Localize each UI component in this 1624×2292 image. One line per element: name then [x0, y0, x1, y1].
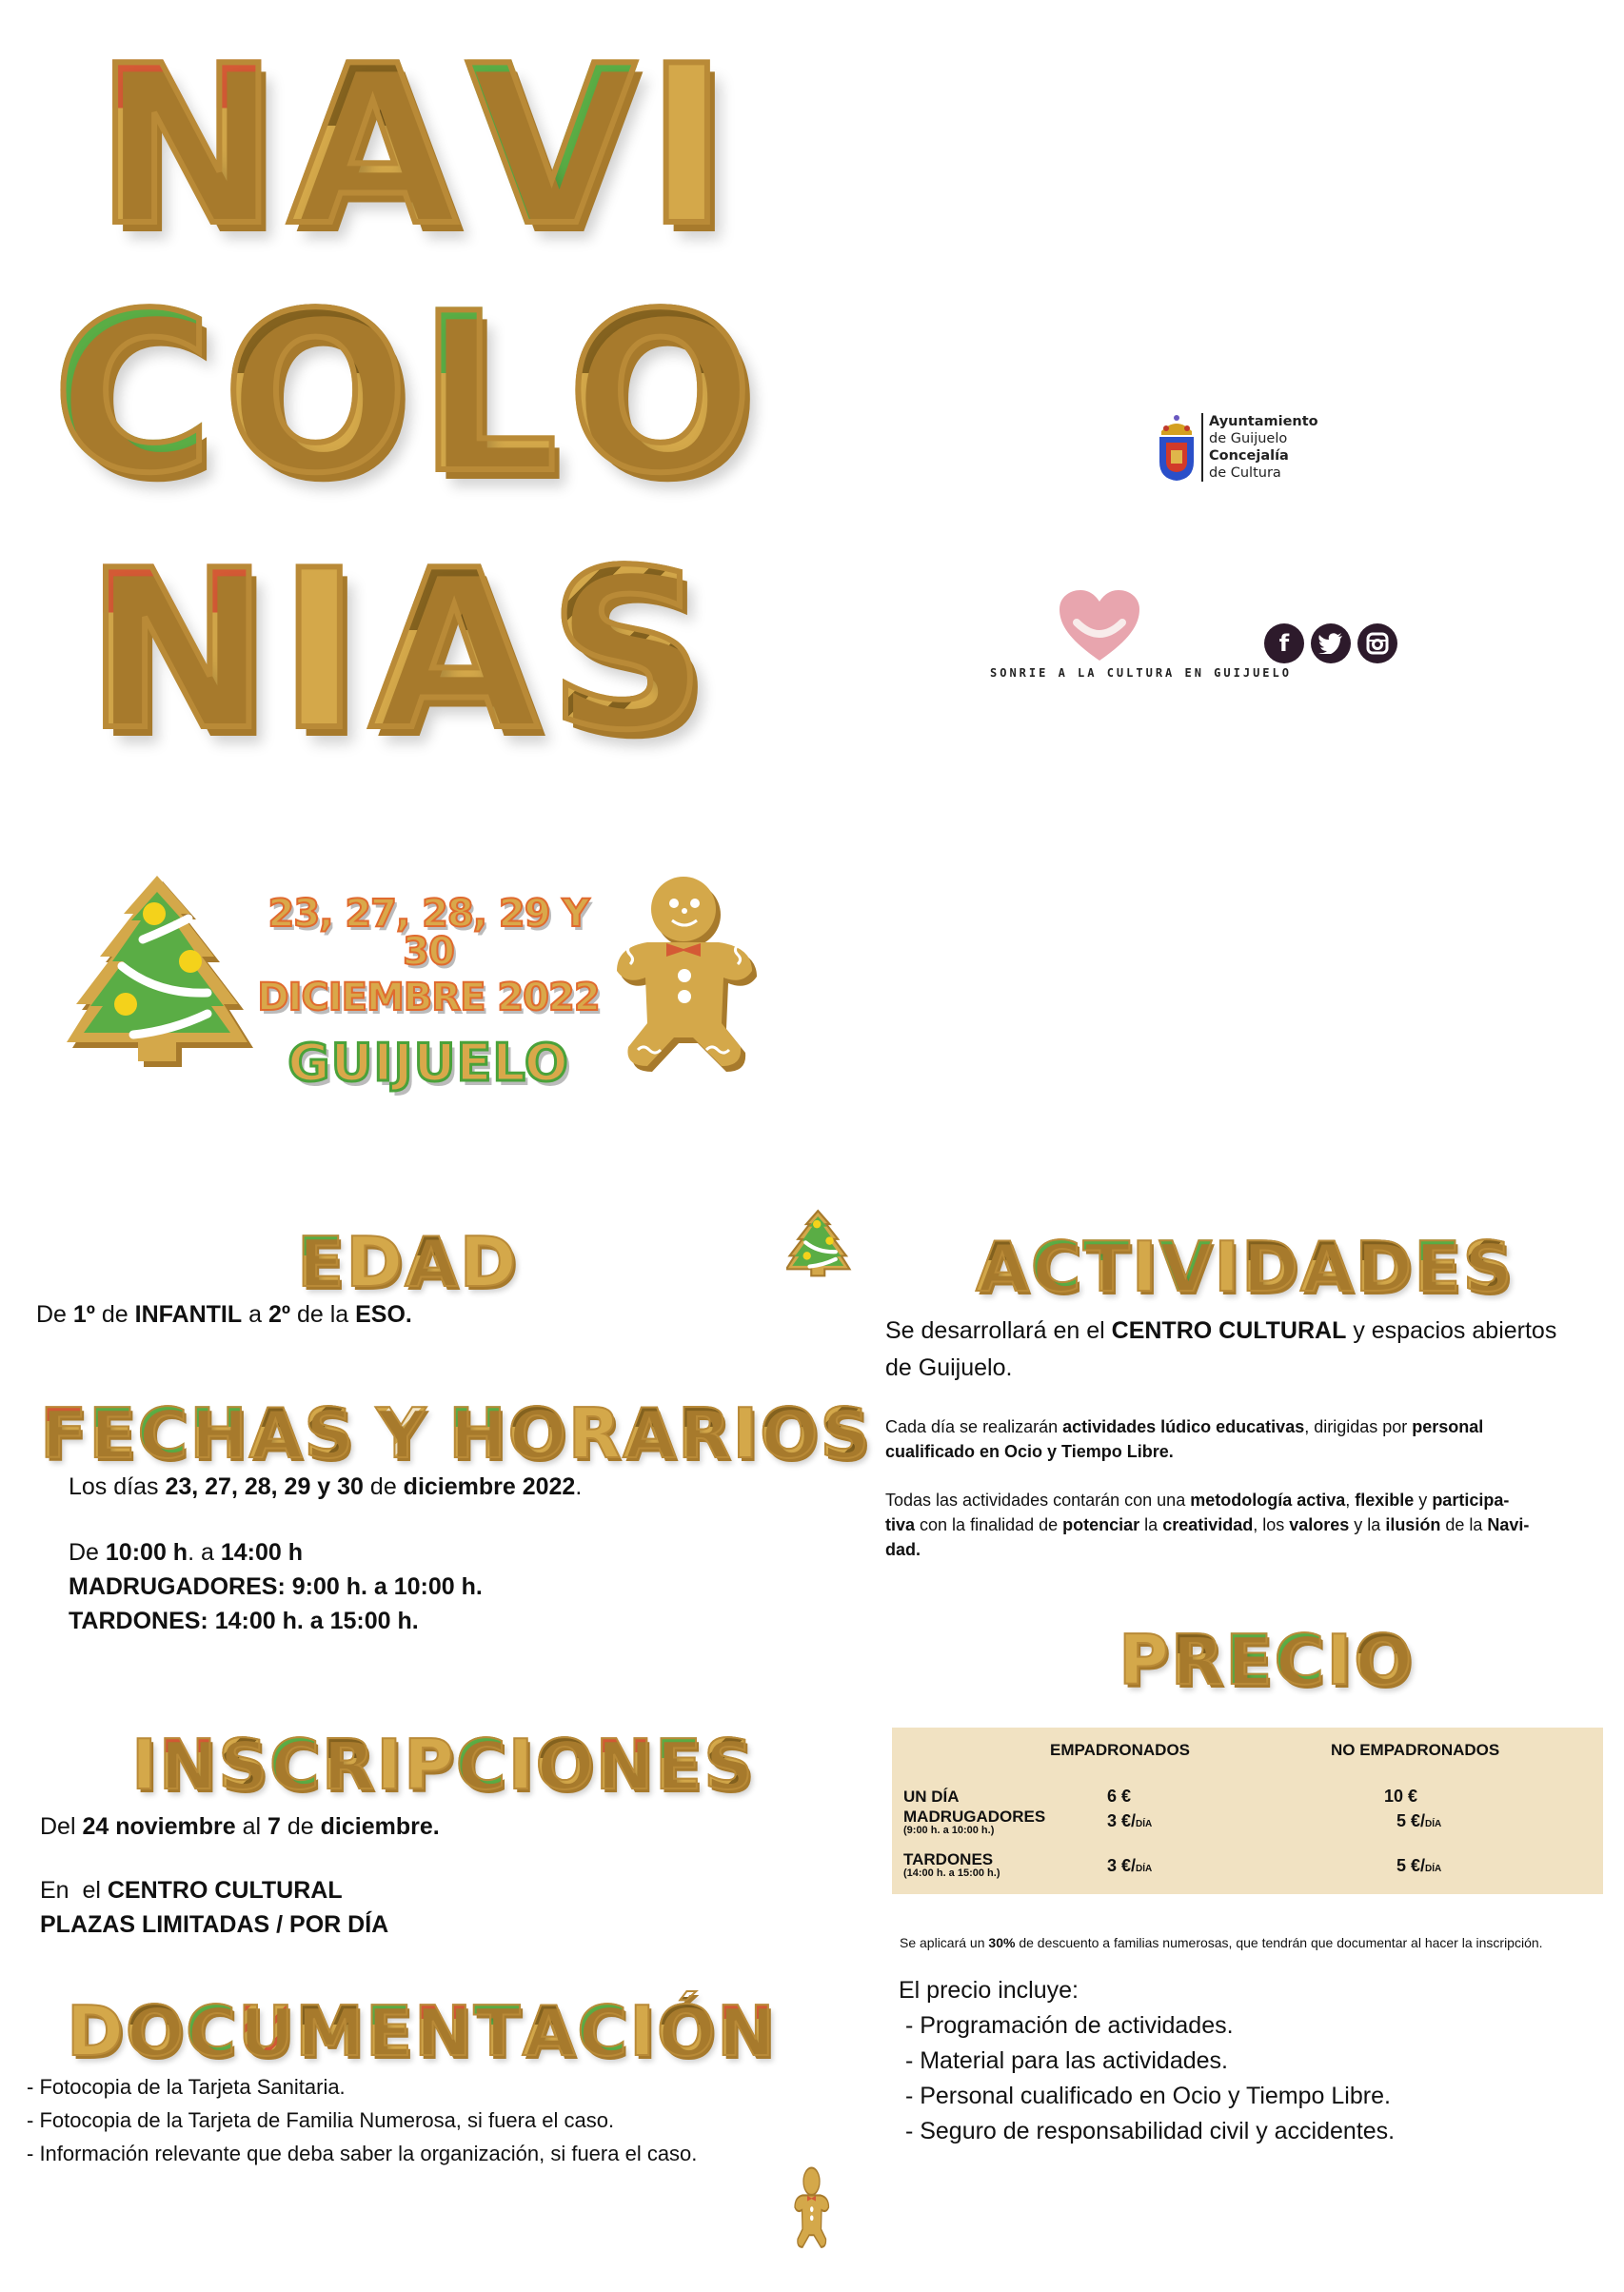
text-part: Los días [69, 1473, 166, 1500]
heading-letter: C [137, 1393, 188, 1473]
title-line-nias [86, 524, 716, 779]
heading-letter: C [268, 1725, 320, 1805]
heading-letter: A [623, 1393, 676, 1473]
heading-letter: C [455, 1725, 506, 1805]
heading-letter: I [1131, 1227, 1158, 1307]
text-part: MADRUGADORES [903, 1808, 1046, 1826]
inscripciones-heading [131, 1725, 755, 1805]
price-includes-item: - Seguro de responsabilidad civil y accidentes. [899, 2118, 1396, 2144]
text-part: MADRUGADORES: 9:00 h. a 10:00 h. [69, 1573, 483, 1600]
text-part: dad. [885, 1540, 921, 1559]
text-part: de [363, 1473, 404, 1500]
title-line-colo [52, 267, 762, 522]
price-includes-item: - Programación de actividades. [899, 2012, 1234, 2039]
heading-letter: R [1170, 1620, 1224, 1700]
heading-letter: O [507, 1393, 566, 1473]
text-part: tiva [885, 1515, 916, 1534]
text-part: 24 noviembre [82, 1813, 236, 1840]
heading-letter: A [1299, 1227, 1354, 1307]
text-part: CENTRO CULTURAL [1111, 1317, 1347, 1344]
heading-letter: T [473, 1991, 521, 2071]
smiling-heart-icon [1060, 590, 1139, 662]
sonrie-caption: SONRIE A LA CULTURA EN GUIJUELO [990, 666, 1292, 680]
text-part: DÍA [1425, 1819, 1442, 1829]
heading-letter: Y [376, 1393, 426, 1473]
heading-letter: M [295, 1991, 364, 2071]
documentacion-item: - Información relevante que deba saber la organización, si fuera el caso. [27, 2142, 698, 2165]
heading-letter: H [189, 1393, 248, 1473]
title-letter: N [86, 524, 269, 779]
text-part: TARDONES: 14:00 h. a 15:00 h. [69, 1608, 419, 1634]
text-part: 6 € [1107, 1787, 1132, 1806]
heading-letter: S [1462, 1227, 1513, 1307]
ayuntamiento-line-2: de Guijuelo [1209, 431, 1288, 446]
text-part: PLAZAS LIMITADAS / POR DÍA [40, 1911, 389, 1938]
text-part: flexible [1355, 1491, 1415, 1510]
heading-letter: C [185, 1991, 236, 2071]
heading-letter: R [321, 1725, 375, 1805]
text-part: INFANTIL [134, 1301, 243, 1328]
heading-letter: S [820, 1393, 870, 1473]
row-label-un-dia [903, 1788, 960, 1805]
title-letter: A [287, 20, 458, 274]
text-part: personal [1412, 1417, 1484, 1436]
heading-letter: E [89, 1393, 136, 1473]
text-part: cualificado en Ocio y Tiempo Libre. [885, 1442, 1174, 1461]
facebook-icon[interactable] [1264, 623, 1304, 663]
text-part: de [280, 1813, 321, 1840]
text-part: de la [1440, 1515, 1488, 1534]
actividades-description-2 [885, 1488, 1529, 1562]
row-label-madrugadores [903, 1808, 1045, 1836]
text-part: valores [1289, 1515, 1350, 1534]
text-part: 10 € [1384, 1787, 1418, 1806]
text-part: 10:00 h [105, 1539, 188, 1566]
price-un-dia-empadronados [1107, 1787, 1131, 1807]
text-part: 30% [988, 1935, 1016, 1950]
title-letter: I [278, 524, 361, 779]
heading-letter: I [1326, 1620, 1353, 1700]
instagram-icon[interactable] [1357, 623, 1397, 663]
text-part: diciembre 2022 [403, 1473, 576, 1500]
text-part: al [235, 1813, 268, 1840]
heading-letter: R [567, 1393, 622, 1473]
tardones-text [69, 1608, 419, 1635]
social-links [1264, 623, 1397, 663]
actividades-location-text [885, 1317, 1556, 1345]
documentacion-item: - Fotocopia de la Tarjeta de Familia Numerosa, si fuera el caso. [27, 2108, 615, 2132]
text-part: y la [1349, 1515, 1386, 1534]
text-part: ESO. [355, 1301, 412, 1328]
documentacion-item: - Fotocopia de la Tarjeta Sanitaria. [27, 2075, 346, 2099]
heading-letter: C [1030, 1227, 1081, 1307]
heading-letter: A [248, 1393, 303, 1473]
text-part: Todas las actividades contarán con una [885, 1491, 1191, 1510]
twitter-icon[interactable] [1311, 623, 1351, 663]
actividades-location-text-2: de Guijuelo. [885, 1354, 1013, 1381]
text-part: 1º [72, 1301, 95, 1328]
town-name: GUIJUELO [287, 1033, 569, 1093]
heading-letter: I [376, 1725, 403, 1805]
text-part: de la [290, 1301, 356, 1328]
text-part: 23, 27, 28, 29 y 30 [165, 1473, 364, 1500]
text-part: , [1345, 1491, 1356, 1510]
text-part: Se aplicará un [900, 1935, 989, 1950]
text-part: la [1139, 1515, 1163, 1534]
text-part: actividades lúdico educativas [1062, 1417, 1305, 1436]
text-part: 7 [267, 1813, 281, 1840]
christmas-tree-cookie-icon [67, 871, 257, 1076]
fechas-dates-text [69, 1473, 582, 1501]
heading-letter: S [304, 1393, 354, 1473]
actividades-description-1 [885, 1414, 1483, 1464]
plazas-limitadas-text [40, 1911, 388, 1939]
gingerbread-man-icon [609, 871, 762, 1076]
text-part: , los [1253, 1515, 1290, 1534]
heading-letter: D [1241, 1227, 1298, 1307]
event-dates [257, 892, 600, 1093]
text-part: participa- [1432, 1491, 1510, 1510]
title-letter: O [566, 267, 754, 522]
text-part: En el [40, 1877, 108, 1904]
price-tardones-no-empadronados [1396, 1856, 1441, 1876]
fechas-hours-text [69, 1539, 303, 1567]
heading-letter: E [1414, 1227, 1461, 1307]
heading-letter: O [535, 1725, 594, 1805]
ayuntamiento-text [1201, 413, 1318, 482]
ayuntamiento-line-1: Ayuntamiento [1209, 414, 1318, 429]
price-madrugadores-empadronados [1107, 1811, 1152, 1831]
text-part: DÍA [1136, 1819, 1153, 1829]
column-header-no-empadronados: NO EMPADRONADOS [1331, 1741, 1500, 1759]
madrugadores-text [69, 1573, 483, 1601]
fechas-heading [40, 1393, 871, 1473]
text-part: y [1414, 1491, 1433, 1510]
title-letter: I [645, 20, 728, 274]
heading-letter: C [1274, 1620, 1325, 1700]
text-part: ilusión [1385, 1515, 1441, 1534]
text-part: de descuento a familias numerosas, que tendrán que documentar al hacer la inscripción. [1015, 1935, 1543, 1950]
heading-letter: E [654, 1725, 703, 1805]
text-part: Cada día se realizarán [885, 1417, 1063, 1436]
edad-heading [297, 1222, 518, 1302]
price-table [892, 1728, 1603, 1894]
heading-letter: C [577, 1991, 628, 2071]
text-part: (9:00 h. a 10:00 h.) [903, 1825, 995, 1836]
coat-of-arms-icon [1158, 412, 1196, 483]
text-part: de [94, 1301, 135, 1328]
heading-letter: I [131, 1725, 157, 1805]
edad-text [36, 1301, 412, 1329]
heading-letter: H [448, 1393, 506, 1473]
heading-letter: N [158, 1725, 217, 1805]
text-part: . a [188, 1539, 221, 1566]
heading-letter: S [218, 1725, 267, 1805]
text-part: 14:00 h [220, 1539, 303, 1566]
price-includes-title: El precio incluye: [899, 1977, 1079, 2004]
precio-heading [1119, 1620, 1414, 1700]
text-part: con la finalidad de [915, 1515, 1063, 1534]
text-part: , dirigidas por [1304, 1417, 1413, 1436]
heading-letter: P [1119, 1620, 1169, 1700]
row-label-tardones [903, 1851, 1000, 1879]
heading-letter: E [297, 1222, 345, 1302]
inscripciones-place-text [40, 1877, 343, 1905]
heading-letter: O [760, 1393, 819, 1473]
text-part: DÍA [1425, 1864, 1442, 1874]
title-letter: V [466, 20, 637, 274]
heading-letter: D [459, 1222, 517, 1302]
inscripciones-dates-text [40, 1813, 440, 1841]
text-part: 3 €/ [1107, 1856, 1137, 1875]
text-part: diciembre. [320, 1813, 440, 1840]
heading-letter: P [404, 1725, 454, 1805]
sonrie-logo [990, 590, 1292, 680]
heading-letter: F [40, 1393, 88, 1473]
heading-letter: A [976, 1227, 1029, 1307]
discount-note [900, 1935, 1543, 1950]
text-part: Navi- [1487, 1515, 1530, 1534]
heading-letter: O [1354, 1620, 1413, 1700]
dates-line-1: 23, 27, 28, 29 Y 30 [267, 892, 589, 974]
heading-letter: D [67, 1991, 124, 2071]
text-part: CENTRO CULTURAL [107, 1877, 343, 1904]
column-header-empadronados: EMPADRONADOS [1050, 1741, 1191, 1759]
title-letter: N [95, 20, 279, 274]
price-tardones-empadronados [1107, 1856, 1152, 1876]
small-tree-cookie-icon [786, 1209, 853, 1281]
price-includes-item: - Material para las actividades. [899, 2047, 1228, 2074]
heading-letter: I [1214, 1227, 1240, 1307]
price-includes-item: - Personal cualificado en Ocio y Tiempo Libre. [899, 2083, 1391, 2109]
text-part: (14:00 h. a 15:00 h.) [903, 1867, 1000, 1879]
text-part: 5 €/ [1396, 1811, 1426, 1830]
heading-letter: I [507, 1725, 534, 1805]
price-un-dia-no-empadronados [1384, 1787, 1417, 1807]
heading-letter: S [703, 1725, 753, 1805]
text-part: . [575, 1473, 583, 1500]
text-part: 3 €/ [1107, 1811, 1137, 1830]
heading-letter: I [732, 1393, 759, 1473]
dates-line-2: DICIEMBRE 2022 [257, 976, 600, 1019]
heading-letter: E [1225, 1620, 1273, 1700]
text-part: potenciar [1062, 1515, 1140, 1534]
heading-letter: N [595, 1725, 653, 1805]
text-part: Del [40, 1813, 83, 1840]
title-letter: L [418, 267, 558, 522]
heading-letter: D [346, 1222, 403, 1302]
heading-letter: O [125, 1991, 184, 2071]
heading-letter: N [717, 1991, 775, 2071]
ayuntamiento-line-3: Concejalía [1209, 448, 1289, 464]
small-gingerbread-man-icon [793, 2165, 831, 2251]
text-part: a [242, 1301, 268, 1328]
heading-letter: U [237, 1991, 294, 2071]
ayuntamiento-logo [1158, 412, 1318, 483]
title-letter: A [369, 524, 540, 779]
title-line-navi [95, 20, 737, 274]
documentacion-heading [67, 1991, 776, 2071]
price-madrugadores-no-empadronados [1396, 1811, 1441, 1831]
text-part: DÍA [1136, 1864, 1153, 1874]
text-part: 5 €/ [1396, 1856, 1426, 1875]
text-part: De [36, 1301, 73, 1328]
text-part: metodología activa [1190, 1491, 1346, 1510]
heading-letter: N [414, 1991, 472, 2071]
title-letter: O [222, 267, 409, 522]
heading-letter: D [1355, 1227, 1413, 1307]
text-part: Se desarrollará en el [885, 1317, 1112, 1344]
heading-letter: V [1159, 1227, 1213, 1307]
text-part: 2º [267, 1301, 290, 1328]
text-part: De [69, 1539, 106, 1566]
text-part: UN DÍA [903, 1788, 960, 1806]
actividades-heading [976, 1227, 1514, 1307]
heading-letter: A [404, 1222, 458, 1302]
facebook-glyph: f [1278, 630, 1290, 657]
title-letter: C [52, 267, 213, 522]
heading-letter: Ó [656, 1991, 716, 2071]
title-letter: S [548, 524, 706, 779]
text-part: creatividad [1162, 1515, 1254, 1534]
ayuntamiento-line-4: de Cultura [1209, 465, 1281, 481]
heading-letter: A [522, 1991, 576, 2071]
heading-letter: R [677, 1393, 731, 1473]
heading-letter: E [365, 1991, 413, 2071]
text-part: TARDONES [903, 1850, 994, 1868]
text-part: y espacios abiertos [1346, 1317, 1557, 1344]
heading-letter: T [1082, 1227, 1130, 1307]
heading-letter: I [629, 1991, 655, 2071]
